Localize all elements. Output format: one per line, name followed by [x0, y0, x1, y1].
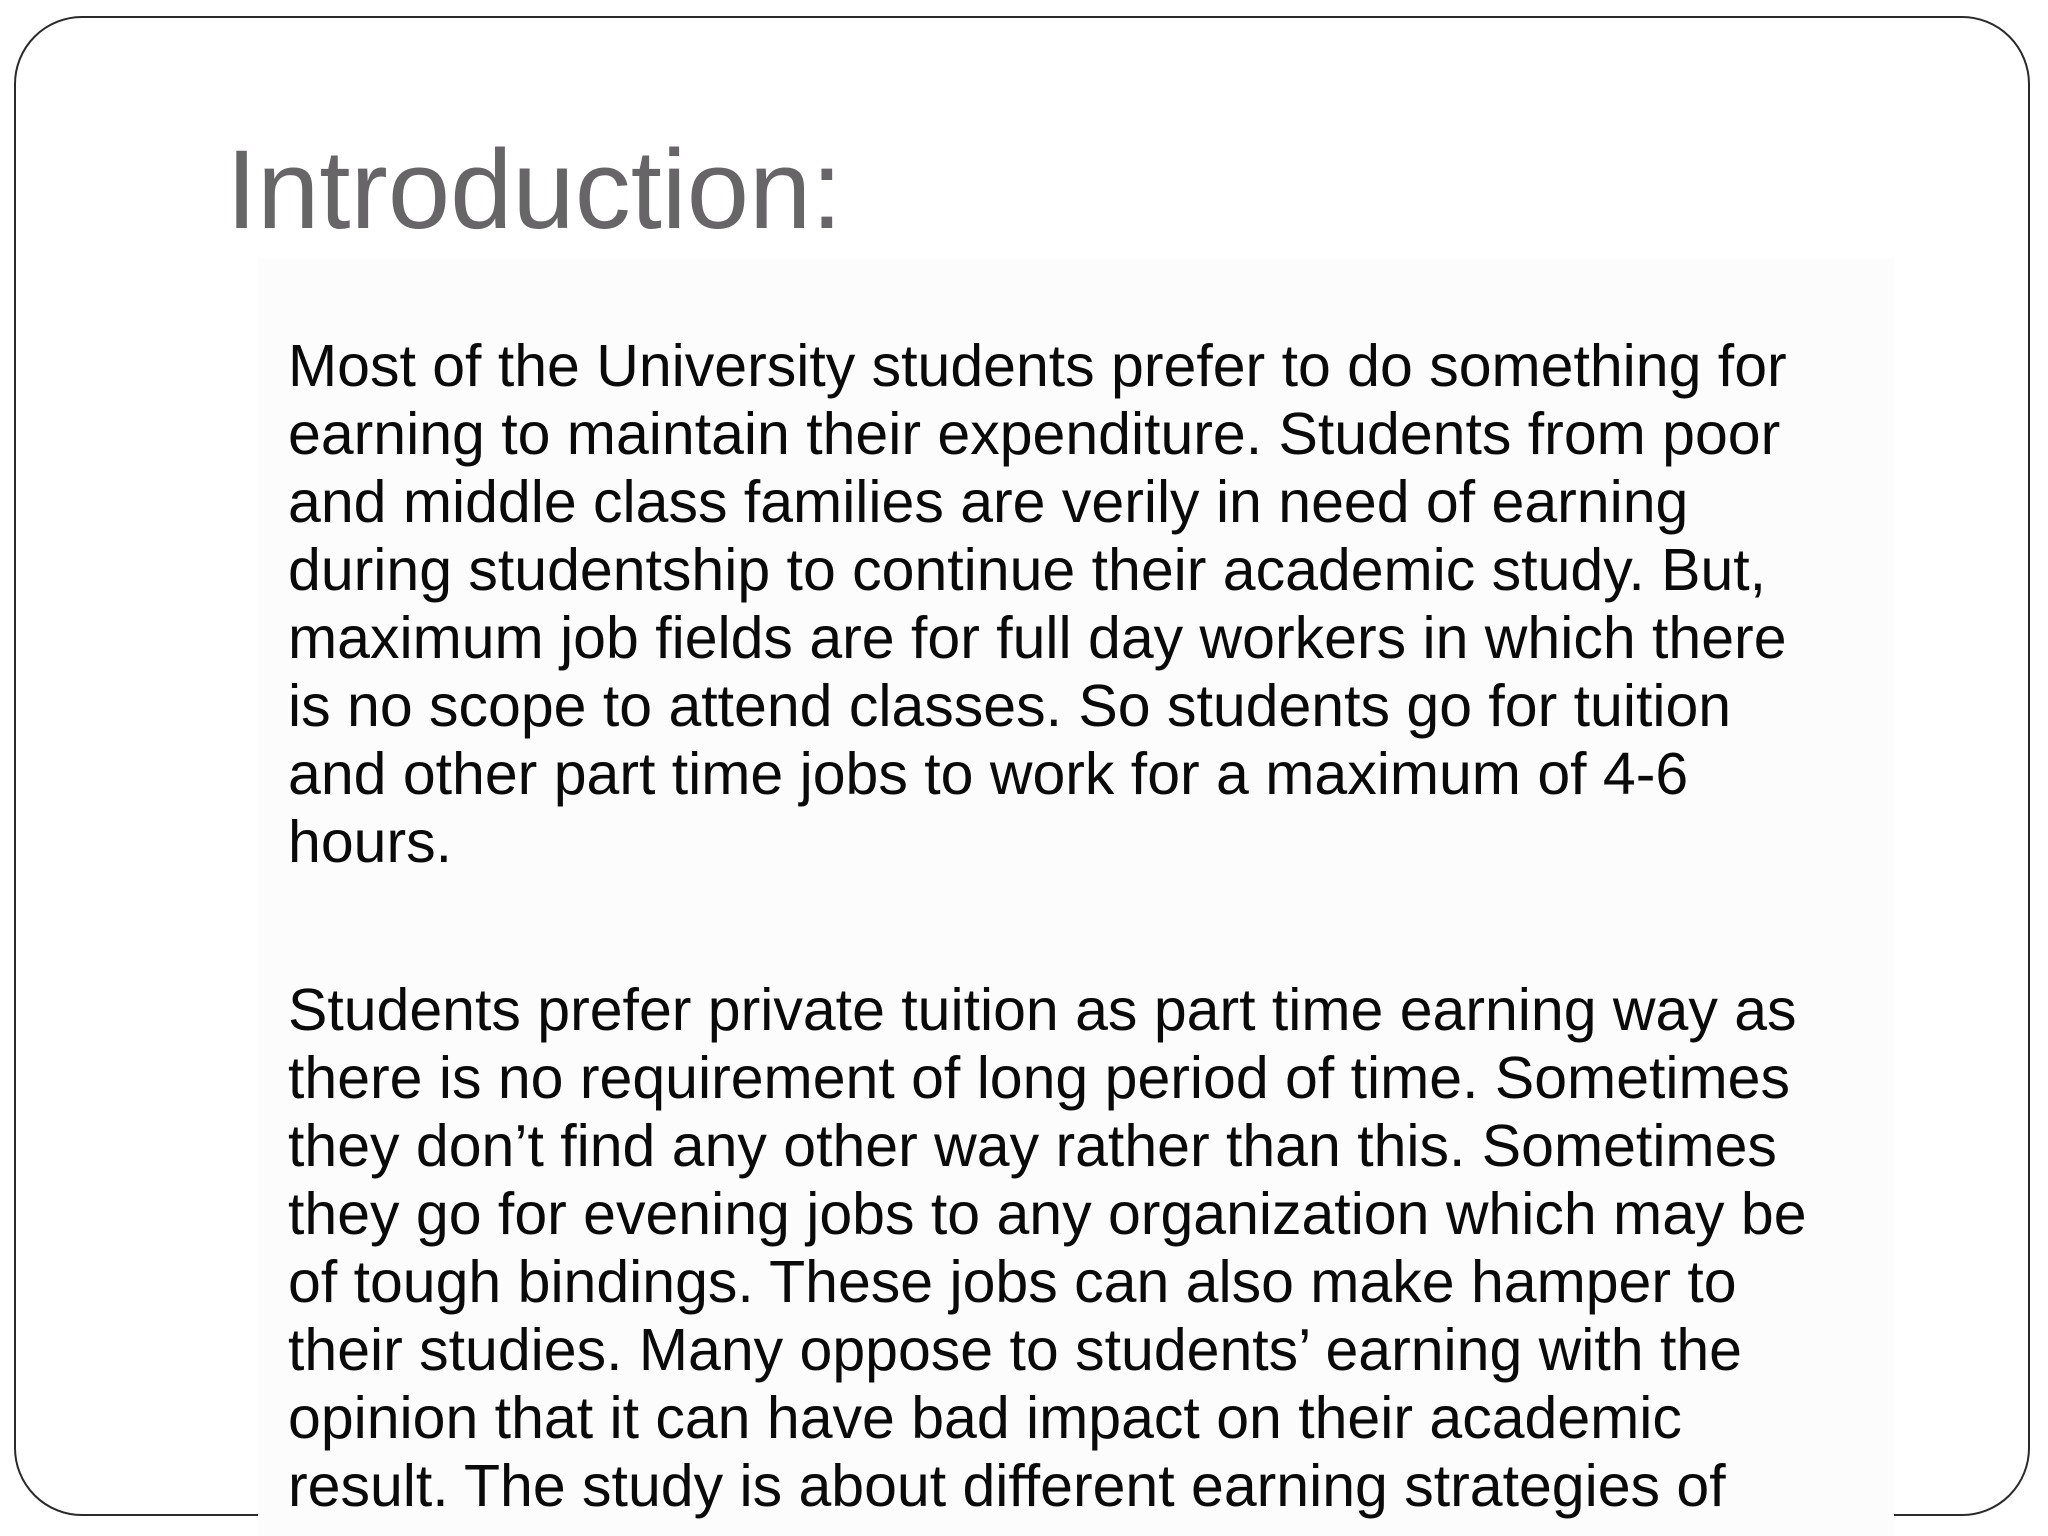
- paragraph-2: Students prefer private tuition as part time earning way as there is no requirement of long period of time. Sometimes they don’t find any other way rather than this. Sometimes they go for evening jobs to any organization which may be of tough bindings. These jobs can also make hamper to their studies. Many oppose to students’ earning with the opinion that it can have bad impact on their academic result. The study is about different earning strategies of: [288, 977, 1807, 1519]
- paragraph-1: Most of the University students prefer to do something for earning to maintain their expenditure. Students from poor and middle class families are verily in need of earning during studentship to continue their academic study. But, maximum job fields are for full day workers in which there is no scope to attend classes. So students go for tuition and other part time jobs to work for a maximum of 4-6 hours.: [288, 333, 1787, 875]
- slide-title: Introduction:: [226, 127, 843, 252]
